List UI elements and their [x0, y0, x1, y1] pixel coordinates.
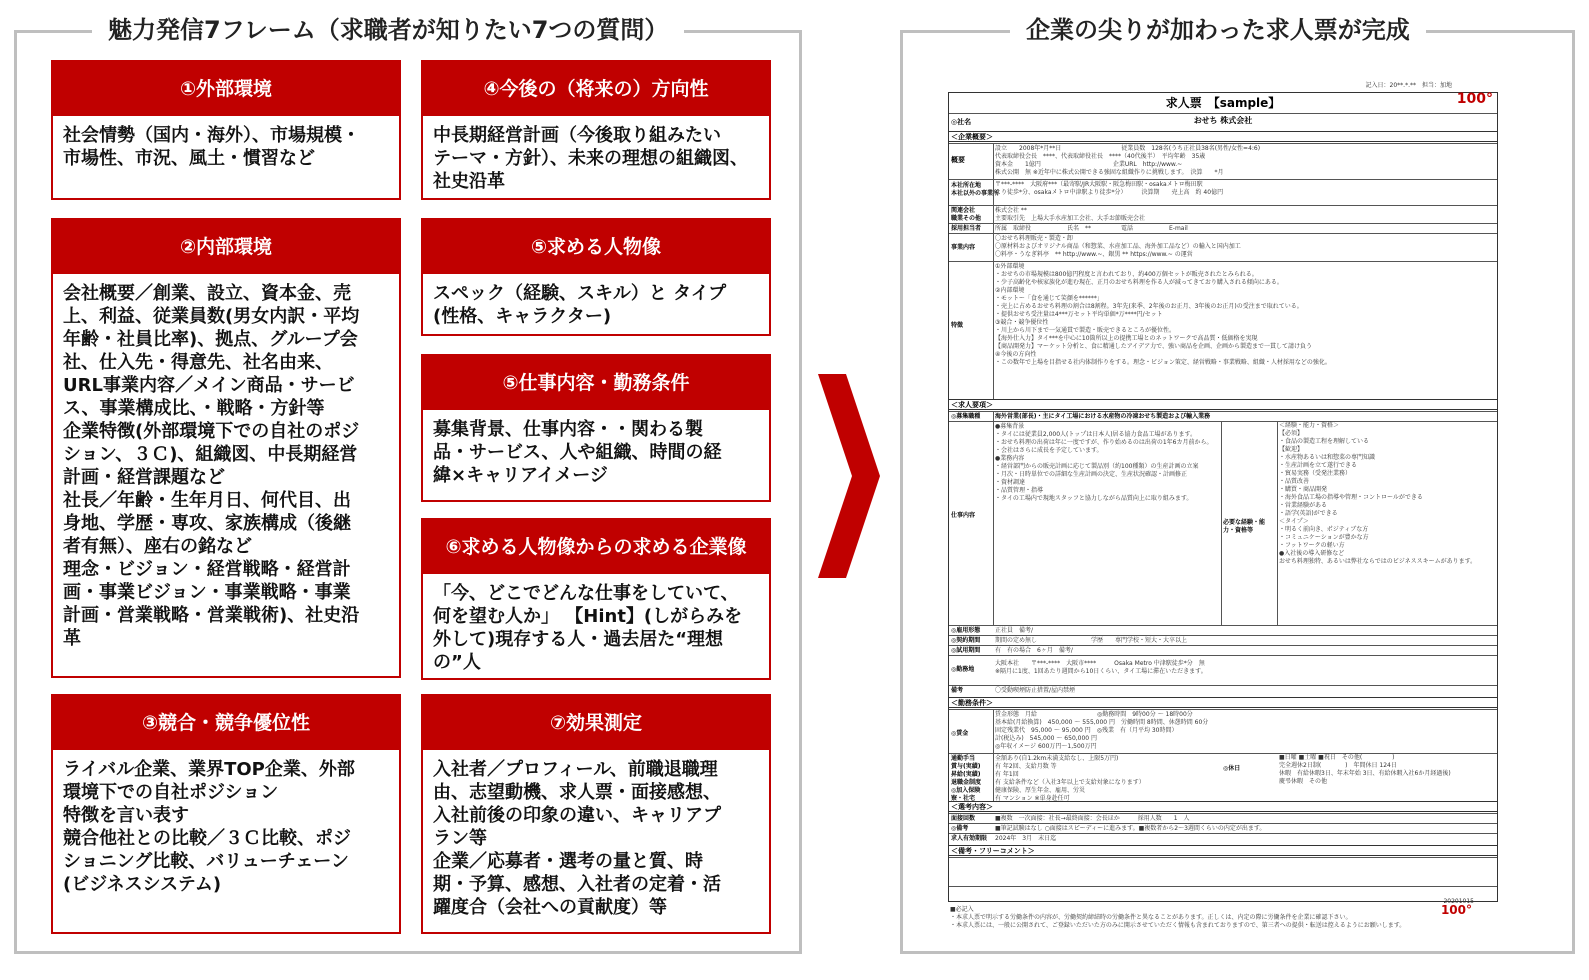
doc-date: 20201015: [1443, 898, 1474, 905]
row-text: 〇おせち料理販売・製造・卸 〇原材料およびオリジナル商品（和惣菜、水産加工品、海外加工品など）の輸入と国内加工 〇料亭・うなぎ料亭 ** http://www.~、銀黒 ** https://www.~ の運営: [995, 235, 1241, 258]
card-competitive-advantage: [51, 694, 401, 934]
row-text: 正社員 備考/: [995, 627, 1034, 634]
card-future-direction: [421, 60, 771, 200]
overview-row: [949, 179, 1497, 197]
condition-row: [949, 709, 1497, 750]
employment-row: [949, 625, 1497, 635]
doc-sheet: [948, 92, 1498, 902]
row-text: 賃金形態 月給 ◎勤務時間 9時00分 ～ 18時00分 基本給(月給換算) 450,000 ～ 555,000 円 労働時間 8時間、休憩時間 60分 固定残業代 95,000 ～ 95,000 円 ◎残業 有（月平均 30時間） 計(税込み) 545,000 ～ 650,000 円 ◎年収イメージ 600万円～1,500万円: [995, 711, 1209, 750]
card-ideal-candidate: [421, 218, 771, 336]
row-label: ◎雇用形態: [951, 627, 981, 634]
card-title: ⑤仕事内容・勤務条件: [423, 356, 769, 410]
job-row: [949, 411, 1497, 421]
row-label: 通勤手当 賞与(実績) 昇給(実績) 退職金制度 ◎加入保険 寮・社宅: [951, 755, 982, 802]
card-title: ③競合・競争優位性: [53, 696, 399, 750]
card-effect-measurement: [421, 694, 771, 934]
section-selection: ＜選考内容＞: [949, 801, 1497, 812]
employment-row: [949, 685, 1497, 695]
row-label: 採用担当者: [951, 225, 982, 232]
row-text: 海外営業(部長)・主にタイ工場における水産物の冷凍おせち製造および輸入業務: [995, 413, 1211, 420]
row-text: ●募集背景 ・タイには従業員2,000人(トップは日本人)居る協力食品工場があります。 ・おせち料理の出荷は年に一度ですが、作り始めるのは出荷の1年6カ月前から。 ・会社はさらに成長を予定しています。 ●業務内容 ・経営部門からの販売計画に応じて製品別（約100種類）の生産計画の立案 ・月次・日時単位での詳細な生産計画の決定、生産状況確認・計画修正 ・資材調達 ・品質管理・指導 ・タイの工場内で現地スタッフと協力しながら品質向上に取り組みます。: [995, 423, 1213, 502]
row-text: ■複数 一次面接：社長→最終面接：会長ほか 採用人数 1 人: [995, 815, 1190, 822]
row-text: 全額あり(自1.2km未満支給なし、上限5万円) 有 年2回、支給月数 等 有 年1回 有 支給条件など（入社3年以上で支給対象になります） 健康保険、厚生年金、雇用、労災 有 マンション ※単身赴任可: [995, 755, 1145, 802]
row-label: ◎勤務地: [951, 666, 975, 673]
row-label: ◎賃金: [951, 730, 969, 737]
row-label: 特徴: [951, 322, 964, 329]
section-job-requirements: ＜求人要項＞: [949, 399, 1497, 410]
card-external-environment: [51, 60, 401, 200]
section-overview: ＜企業概要＞: [949, 131, 1497, 142]
overview-row: [949, 261, 1497, 366]
row-label: ◎試用期間: [951, 647, 981, 654]
row-label: ◎備考: [951, 825, 969, 832]
card-internal-environment: [51, 218, 401, 678]
card-title: ②内部環境: [53, 220, 399, 274]
selection-row: [949, 833, 1497, 843]
doc-title: 求人票 【sample】: [1165, 96, 1281, 110]
row-text: 〇受動喫煙防止措置/屋内禁煙: [995, 687, 1076, 694]
card-body: 社会情勢（国内・海外）、市場規模・ 市場性、市況、風土・慣習など: [63, 125, 360, 169]
row-text: ＜経験・能力・資格＞ 【必須】 ・食品の製造工程を理解している 【歓迎】 ・水産物あるいは和惣菜の専門知識 ・生産計画を立て遂行できる ・貿易実務（受発注業務） ・品質改善 ・購買・商品開発 ・海外食品工場の指導や管理・コントロールができる ・営業経験がある ・語学(英語)ができる ＜タイプ＞ ・明るく前向き、ポジティブな方 ・コミュニケーションが豊かな方 ・フットワークの軽い方 ●入社後の導入研修など おせち料理独特、あるいは弊社ならではのビジネススキームがあります。: [1279, 422, 1477, 565]
left-frame-title: 魅力発信7フレーム（求職者が知りたい7つの質問）: [92, 14, 684, 46]
divider: [1221, 421, 1222, 625]
employment-row: [949, 655, 1497, 685]
row-text: 期間の定め無し 学歴 専門学校・短大・大卒以上: [995, 637, 1188, 644]
row-label: 本社所在地 本社以外の事業所: [951, 182, 1000, 197]
row-text: 〒***-**** 大阪府***（最寄駅/JR大阪駅・阪急梅田駅・osakaメトロ梅田駅 より徒歩*分、osakaメトロ中津駅より徒歩*分） 決算期 売上高 約 40億円: [995, 181, 1224, 196]
overview-row: [949, 223, 1497, 232]
row-text: 大阪本社 〒***-**** 大阪市**** Osaka Metro 中津駅徒歩*分 無 ※隔月に1度、1回あたり週間から10日くらい、タイ工場に滞在いただきます。: [995, 660, 1207, 675]
section-working-conditions: ＜勤務条件＞: [949, 697, 1497, 708]
company-label: ◎社名: [951, 118, 972, 126]
selection-row: [949, 823, 1497, 833]
card-body: 「今、どこでどんな仕事をしていて、 何を望む人か」 【Hint】(しがらみを 外して)現存する人・過去居た“理想 の”人: [433, 583, 743, 673]
divider: [1277, 421, 1278, 625]
card-body: スペック（経験、スキル）と タイプ (性格、キャラクター): [433, 283, 727, 327]
row-text: ①外部環境 ・おせちの市場規模は800億円程度と言われており、約400万個セットが販売されたとみられる。 ・少子高齢化や核家族化が進む現在、正月のおせち料理を作る人が減ってきており購入される傾向にある。 ②内部環境 ・モットー「食を通じて笑顔を******」 ・売上に占めるおせち料理の割合は8割程。3年先(来季、2年後のお正月、3年後のお正月)の受注まで取れている。 ・提供おせち受注量は4***万セット平均単価*万****円/セット ③競合・競争優位性 ・川上から川下まで一気通貫で製造・販売できるところが優位性。 【海外仕入力】タイ***を中心に10箇所以上の提携工場とのネットワークで高品質・低価格を実現 【商品開発力】マーケット分析と、食に精通したアイデア力で、強い商品を企画、企画から製造まで一貫して請け負う ④今後の方向性 ・この数年で上場を目指せる社内体制作りをする。理念・ビジョン策定、経営戦略・事業戦略、組織・人材採用などの強化。: [995, 263, 1331, 366]
row-label: 事業内容: [951, 244, 976, 251]
row-label: 関連会社 職業その他: [951, 207, 982, 222]
doc-footer: ■必記入 ・本求人票で明示する労働条件の内容が、労働契約締結時の労働条件と異なることがあります。正しくは、内定の際に労働条件を企業に確認下さい。 ・本求人票には、一般に公開されて、ご登録いただいた方のみに開示させていただく情報も含まれておりますので、第三者への提供・転送は控えるようにお願いします。: [950, 906, 1406, 929]
row-label: 概要: [951, 156, 965, 164]
card-title: ⑥求める人物像からの求める企業像: [423, 520, 769, 574]
divider: [993, 143, 994, 399]
divider: [993, 709, 994, 801]
logo-100-icon: 100°: [1456, 91, 1493, 107]
job-posting-document: [946, 80, 1500, 930]
row-label: 求人有効期限: [951, 835, 988, 842]
row-label: 必要な経験・能力・資格等: [1223, 519, 1266, 534]
card-title: ⑦効果測定: [423, 696, 769, 750]
employment-row: [949, 635, 1497, 645]
row-text: 株式会社 ** 主要取引先 上場大手水産加工会社、大手お節販売会社: [995, 207, 1146, 222]
card-desired-company-image: [421, 518, 771, 680]
selection-row: [949, 813, 1497, 823]
row-text: 2024年 3月 末日迄: [995, 835, 1057, 842]
card-body: 中長期経営計画（今後取り組みたい テーマ・方針）、未来の理想の組織図、 社史沿革: [433, 125, 748, 192]
row-label: ◎契約期間: [951, 637, 981, 644]
company-name: おせち 株式会社: [1193, 116, 1253, 125]
row-text: ■日曜 ■土曜 ■祝日 その他( ) 完全週休2日制( ) 年間休日 124日 休暇 有給休暇3日、年末年始 3日、有給休暇入社6か月経過後) 慶弔休暇 その他: [1279, 754, 1451, 785]
divider: [993, 411, 994, 625]
row-text: ■筆記試験はなし ○面接はスピーディーに進みます。■複数者から2～3週間くらいの内定が出ます。: [995, 825, 1266, 832]
row-text: 所属 取締役 氏名 ** 電話 E-mail: [995, 225, 1188, 232]
card-title: ①外部環境: [53, 62, 399, 116]
row-label: ◎休日: [1223, 765, 1241, 772]
card-job-conditions: [421, 354, 771, 502]
company-row: [949, 113, 1497, 129]
card-body: 入社者／プロフィール、前職退職理 由、志望動機、求人票・面接感想、 入社前後の印象の違い、キャリアプ ラン等 企業／応募者・選考の量と質、時 期・予算、感想、入社者の定着・活 躍度合（会社への貢献度）等: [433, 759, 721, 918]
row-text: 設立 2008年*月**日 従業員数 128名(うち正社員38名(男性/女性=4:6) 代表取締役会長 ****、代表取締役社長 ****（40代後半） 平均年齢 35歳 資本金 1億円 企業URL http://www.~ 株式公開 無 ※近年中に株式公開できる強固な組織作りに挑戦します。 決算 *月: [995, 145, 1261, 176]
right-arrow-icon: [818, 374, 880, 578]
row-label: 面接回数: [951, 815, 976, 822]
row-text: 有 有の場合 6ヶ月 備考/: [995, 647, 1073, 654]
right-frame-title: 企業の尖りが加わった求人票が完成: [1010, 14, 1426, 46]
remarks-box: [949, 857, 1497, 887]
card-body: 会社概要／創業、設立、資本金、売 上、利益、従業員数(男女内訳・平均 年齢・社員比率)、拠点、グループ会 社、仕入先・得意先、社名由来、 URL事業内容／メイン商品・サービ ス、事業構成比、・戦略・方針等 企業特徴(外部環境下での自社のポジ ション、３Ｃ)、組織図、中長期経営 計画・経営課題など 社長／年齢・生年月日、何代目、出 身地、学歴・専攻、家族構成（後継 者有無）、座右の銘など 理念・ビジョン・経営戦略・経営計 画・事業ビジョン・事業戦略・事業 計画・営業戦略・営業戦術)、社史沿 革: [63, 283, 360, 649]
doc-header-line: 記入日：20**.*.** 担当：加地: [1365, 82, 1452, 89]
overview-row: [949, 143, 1497, 176]
row-label: 備考: [951, 687, 964, 694]
card-title: ④今後の（将来の）方向性: [423, 62, 769, 116]
row-label: ◎募集職種: [951, 413, 981, 420]
card-title: ⑤求める人物像: [423, 220, 769, 274]
row-label: 仕事内容: [951, 512, 976, 519]
card-body: ライバル企業、業界TOP企業、外部 環境下での自社ポジション 特徴を言い表す 競合他社との比較／３Ｃ比較、ポジ ショニング比較、バリューチェーン (ビジネスシステム): [63, 759, 355, 895]
card-body: 募集背景、仕事内容・・関わる製 品・サービス、人や組織、時間の経 緯×キャリアイメージ: [433, 419, 722, 486]
footer-logo-100-icon: 100°: [1440, 903, 1472, 917]
section-remarks: ＜備考・フリーコメント＞: [949, 845, 1497, 856]
overview-row: [949, 233, 1497, 258]
overview-row: [949, 205, 1497, 222]
employment-row: [949, 645, 1497, 655]
